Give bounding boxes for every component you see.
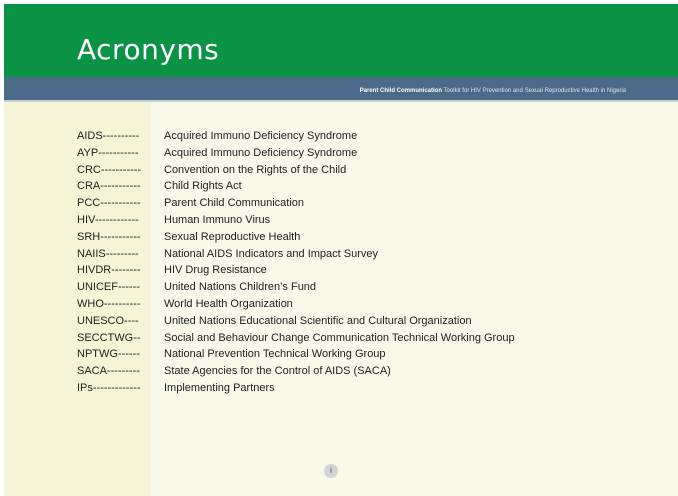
acronym-definition: National Prevention Technical Working Group [164, 348, 386, 361]
acronym-abbr: UNICEF------ [77, 281, 140, 294]
acronym-abbr: SRH----------- [77, 230, 141, 243]
page-number-badge: i [324, 464, 338, 478]
acronym-definition: Acquired Immuno Deficiency Syndrome [164, 146, 358, 159]
acronym-abbr: WHO---------- [77, 297, 141, 310]
acronym-definition: Social and Behaviour Change Communication Technical Working Group [164, 331, 515, 344]
acronym-abbr: SACA--------- [77, 365, 140, 378]
acronym-abbr: CRC----------- [77, 163, 142, 176]
acronym-definition: National AIDS Indicators and Impact Survey [164, 247, 378, 260]
acronym-abbr: HIVDR-------- [77, 264, 141, 277]
acronym-definition: HIV Drug Resistance [164, 264, 267, 277]
acronym-abbr: CRA----------- [77, 180, 141, 193]
acronym-definition: Child Rights Act [164, 180, 242, 193]
subtitle-bold: Parent Child Communication [359, 88, 442, 94]
acronym-definition: Sexual Reproductive Health [164, 230, 301, 243]
acronym-abbr: SECCTWG-- [77, 331, 141, 344]
acronym-definition: United Nations Educational Scientific and Cultural Organization [164, 314, 472, 327]
page-title: Acronyms [77, 33, 220, 66]
acronym-definition: Implementing Partners [164, 381, 275, 394]
acronym-abbr: PCC----------- [77, 197, 141, 210]
acronym-abbr: HIV------------ [77, 213, 139, 226]
acronym-abbr: NPTWG------ [77, 348, 140, 361]
acronym-abbr: UNESCO---- [77, 314, 139, 327]
acronym-definition: Parent Child Communication [164, 197, 305, 210]
acronym-definition: Convention on the Rights of the Child [164, 163, 347, 176]
acronym-definition: Human Immuno Virus [164, 213, 271, 226]
acronym-abbr: NAIIS--------- [77, 247, 139, 260]
acronym-definition: United Nations Children’s Fund [164, 281, 317, 294]
acronym-definition: State Agencies for the Control of AIDS (SACA) [164, 365, 391, 378]
acronym-abbr: AIDS---------- [77, 130, 140, 142]
acronym-definition: Acquired Immuno Deficiency Syndrome [164, 130, 358, 142]
document-subtitle [360, 88, 626, 94]
acronym-abbr: AYP----------- [77, 146, 139, 159]
acronym-definition: World Health Organization [164, 297, 293, 310]
subtitle-rest: Toolkit for HIV Prevention and Sexual Reproductive Health in Nigeria [442, 88, 626, 94]
acronym-abbr: IPs------------- [77, 381, 141, 394]
